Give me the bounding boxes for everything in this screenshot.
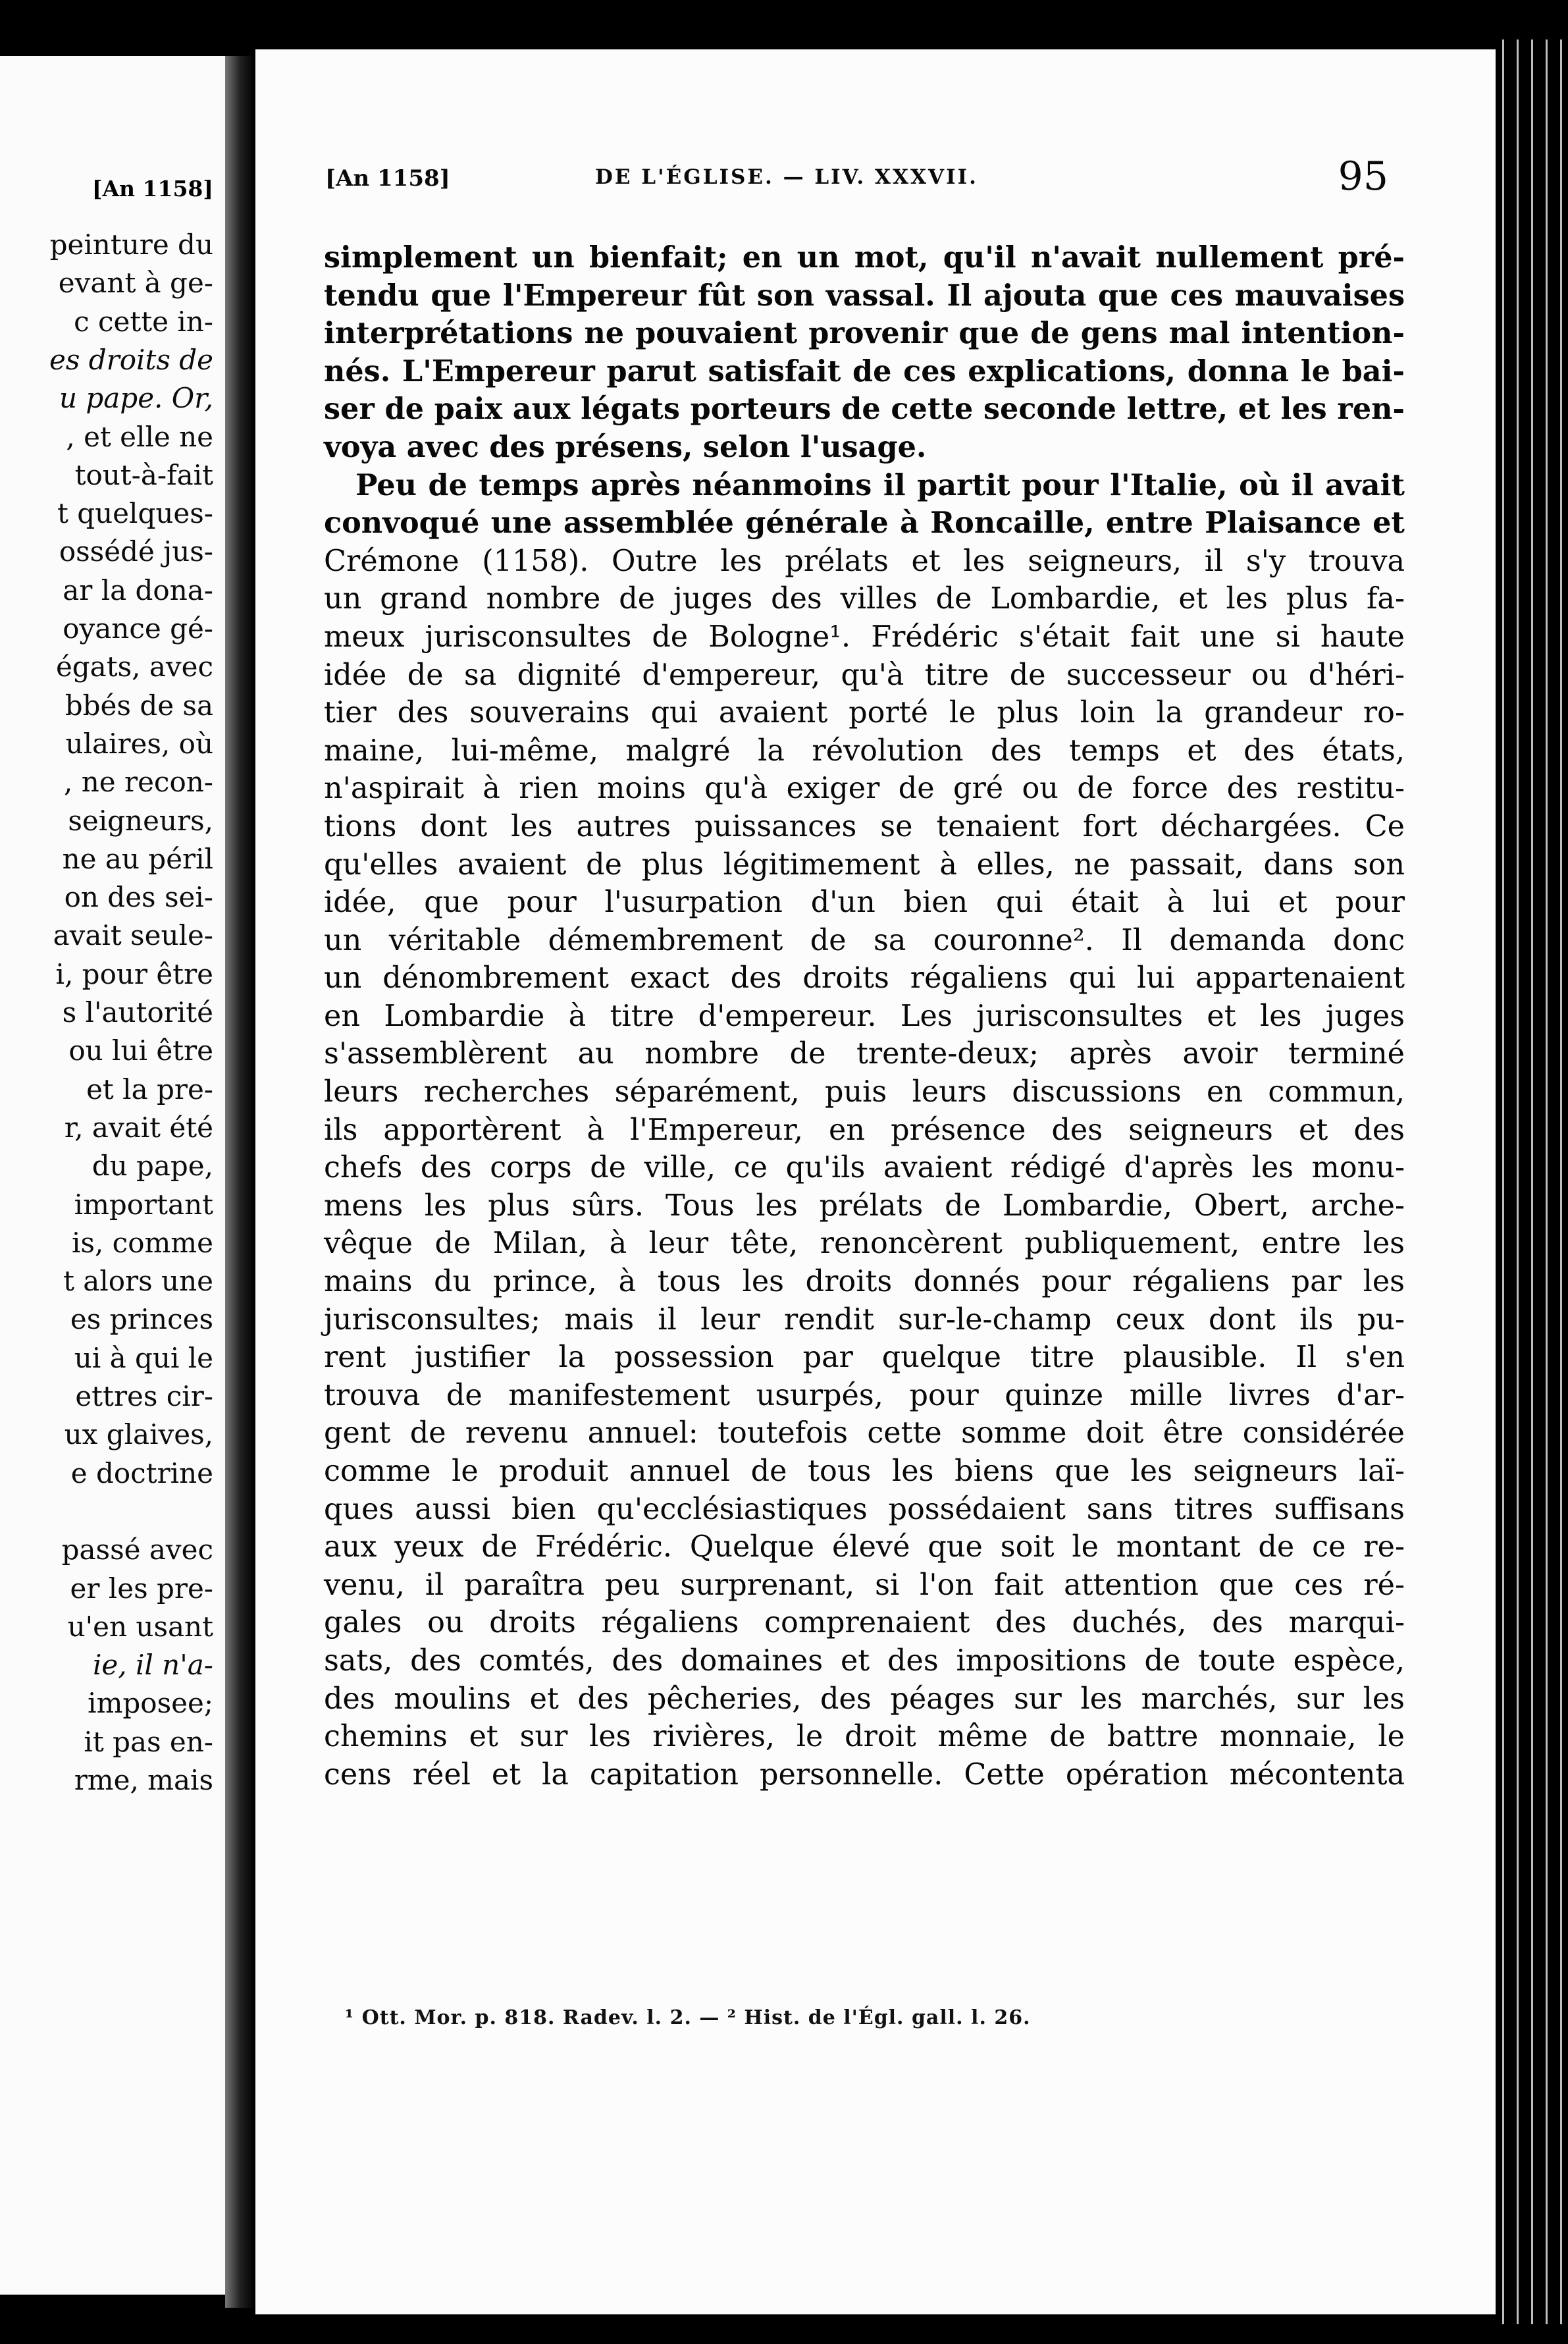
previous-page-line: is, comme: [71, 1226, 213, 1259]
text-line: trouva de manifestement usurpés, pour quinze mille livres d'ar-: [324, 1378, 1405, 1412]
previous-page-line: ettres cir-: [75, 1380, 213, 1412]
running-header: [325, 153, 1388, 206]
text-line: gales ou droits régaliens comprenaient des duchés, des marqui-: [324, 1606, 1405, 1640]
previous-page-line: égats, avec: [55, 651, 213, 683]
text-line: nés. L'Empereur parut satisfait de ces explications, donna le bai-: [324, 354, 1405, 388]
previous-page-line: ui à qui le: [74, 1341, 213, 1374]
text-line: qu'elles avaient de plus légitimement à elles, ne passait, dans son: [324, 847, 1405, 882]
text-line: comme le produit annuel de tous les biens que les seigneurs laï-: [324, 1454, 1405, 1488]
text-line: meux jurisconsultes de Bologne¹. Frédéric s'était fait une si haute: [324, 620, 1405, 654]
text-line: mains du prince, à tous les droits donnés pour régaliens par les: [324, 1265, 1405, 1299]
text-line: vêque de Milan, à leur tête, renoncèrent publiquement, entre les: [324, 1227, 1405, 1261]
previous-page-line: es droits de: [49, 343, 213, 376]
previous-page-line: t quelques-: [57, 497, 213, 530]
text-line: venu, il paraîtra peu surprenant, si l'on fait attention que ces ré-: [324, 1568, 1405, 1602]
text-line: simplement un bienfait; en un mot, qu'il n'avait nullement pré-: [324, 240, 1405, 275]
text-line: Crémone (1158). Outre les prélats et les seigneurs, il s'y trouva: [324, 544, 1405, 578]
text-line: sats, des comtés, des domaines et des impositions de toute espèce,: [324, 1643, 1405, 1678]
text-line: tier des souverains qui avaient porté le plus loin la grandeur ro-: [324, 696, 1405, 730]
previous-page-line: r, avait été: [64, 1111, 213, 1144]
previous-page-line: e doctrine: [70, 1456, 213, 1489]
text-line: rent justifier la possession par quelque titre plausible. Il s'en: [324, 1341, 1405, 1375]
page-edges: [1496, 40, 1568, 2324]
previous-page-line: er les pre-: [70, 1572, 213, 1605]
previous-page-line: ux glaives,: [64, 1418, 213, 1451]
previous-page-fragment: [0, 56, 225, 2295]
footnotes: ¹ Ott. Mor. p. 818. Radev. l. 2. — ² Hist. de l'Égl. gall. l. 26.: [345, 2006, 1031, 2029]
header-year: [An 1158]: [325, 165, 450, 192]
text-line: tions dont les autres puissances se tenaient fort déchargées. Ce: [324, 809, 1405, 843]
text-line: idée, que pour l'usurpation d'un bien qui était à lui et pour: [324, 886, 1405, 920]
previous-page-line: s l'autorité: [62, 996, 213, 1028]
text-line: chemins et sur les rivières, le droit même de battre monnaie, le: [324, 1720, 1405, 1754]
previous-page-line: rme, mais: [74, 1764, 213, 1796]
text-line: aux yeux de Frédéric. Quelque élevé que soit le montant de ce re-: [324, 1530, 1405, 1564]
previous-page-line: tout-à-fait: [74, 458, 213, 491]
previous-page-line: imposee;: [88, 1687, 213, 1720]
previous-page-line: peinture du: [49, 228, 213, 261]
previous-page-line: ne au péril: [62, 842, 213, 875]
previous-page-line: bbés de sa: [65, 689, 213, 722]
previous-page-line: ou lui être: [68, 1034, 213, 1067]
previous-page-line: t alors une: [63, 1265, 213, 1298]
text-line: un véritable démembrement de sa couronne². Il demanda donc: [324, 923, 1405, 957]
text-line: Peu de temps après néanmoins il partit pour l'Italie, où il avait: [355, 467, 1405, 502]
previous-page-line: du pape,: [91, 1150, 213, 1183]
text-line: mens les plus sûrs. Tous les prélats de Lombardie, Obert, arche-: [324, 1188, 1405, 1223]
text-line: ques aussi bien qu'ecclésiastiques possédaient sans titres suffisans: [324, 1492, 1405, 1526]
previous-page-running-header: [An 1158]: [91, 176, 213, 201]
text-line: gent de revenu annuel: toutefois cette somme doit être considérée: [324, 1416, 1405, 1451]
previous-page-line: seigneurs,: [68, 804, 213, 837]
previous-page-line: et la pre-: [86, 1073, 213, 1105]
text-line: n'aspirait à rien moins qu'à exiger de gré ou de force des restitu-: [324, 772, 1405, 806]
text-line: interprétations ne pouvaient provenir que de gens mal intention-: [324, 316, 1405, 351]
previous-page-line: avait seule-: [53, 919, 213, 952]
previous-page-line: evant à ge-: [58, 267, 213, 300]
text-line: jurisconsultes; mais il leur rendit sur-le-champ ceux dont ils pu-: [324, 1302, 1405, 1337]
text-line: convoqué une assemblée générale à Roncaille, entre Plaisance et: [324, 506, 1405, 541]
previous-page-line: , et elle ne: [66, 420, 213, 453]
previous-page-line: ulaires, où: [65, 727, 213, 760]
text-line: en Lombardie à titre d'empereur. Les jurisconsultes et les juges: [324, 999, 1405, 1033]
text-line: maine, lui-même, malgré la révolution des temps et des états,: [324, 733, 1405, 768]
previous-page-line: ie, il n'a-: [92, 1649, 213, 1682]
text-line: leurs recherches séparément, puis leurs discussions en commun,: [324, 1075, 1405, 1109]
text-line: chefs des corps de ville, ce qu'ils avaient rédigé d'après les monu-: [324, 1151, 1405, 1185]
previous-page-line: ossédé jus-: [59, 535, 213, 568]
text-line: ils apportèrent à l'Empereur, en présence des seigneurs et des: [324, 1113, 1405, 1147]
header-title: DE L'ÉGLISE. — LIV. XXXVII.: [595, 165, 978, 189]
body-text: [324, 239, 1405, 1794]
current-page: [255, 49, 1496, 2314]
text-line: s'assemblèrent au nombre de trente-deux; après avoir terminé: [324, 1037, 1405, 1071]
previous-page-line: passé avec: [61, 1533, 213, 1566]
previous-page-line: u'en usant: [67, 1610, 213, 1643]
previous-page-line: , ne recon-: [64, 766, 213, 799]
previous-page-line: es princes: [70, 1303, 213, 1336]
text-line: un grand nombre de juges des villes de Lombardie, et les plus fa-: [324, 582, 1405, 616]
text-line: tendu que l'Empereur fût son vassal. Il ajouta que ces mauvaises: [324, 278, 1405, 313]
text-line: ser de paix aux légats porteurs de cette seconde lettre, et les ren-: [324, 392, 1405, 427]
text-line: cens réel et la capitation personnelle. Cette opération mécontenta: [324, 1757, 1405, 1792]
text-line: idée de sa dignité d'empereur, qu'à titre de successeur ou d'héri-: [324, 658, 1405, 692]
previous-page-line: on des sei-: [64, 881, 213, 914]
previous-page-line: ar la dona-: [63, 573, 213, 606]
previous-page-line: i, pour être: [55, 957, 213, 990]
page-number: 95: [1338, 153, 1388, 200]
previous-page-line: it pas en-: [84, 1725, 213, 1758]
previous-page-line: c cette in-: [74, 305, 213, 338]
previous-page-line: u pape. Or,: [59, 382, 213, 415]
previous-page-line: important: [74, 1188, 213, 1221]
text-line: voya avec des présens, selon l'usage.: [324, 429, 927, 464]
text-line: des moulins et des pêcheries, des péages sur les marchés, sur les: [324, 1682, 1405, 1716]
text-line: un dénombrement exact des droits régaliens qui lui appartenaient: [324, 961, 1405, 996]
previous-page-line: oyance gé-: [63, 612, 213, 645]
book-gutter: [225, 56, 255, 2308]
